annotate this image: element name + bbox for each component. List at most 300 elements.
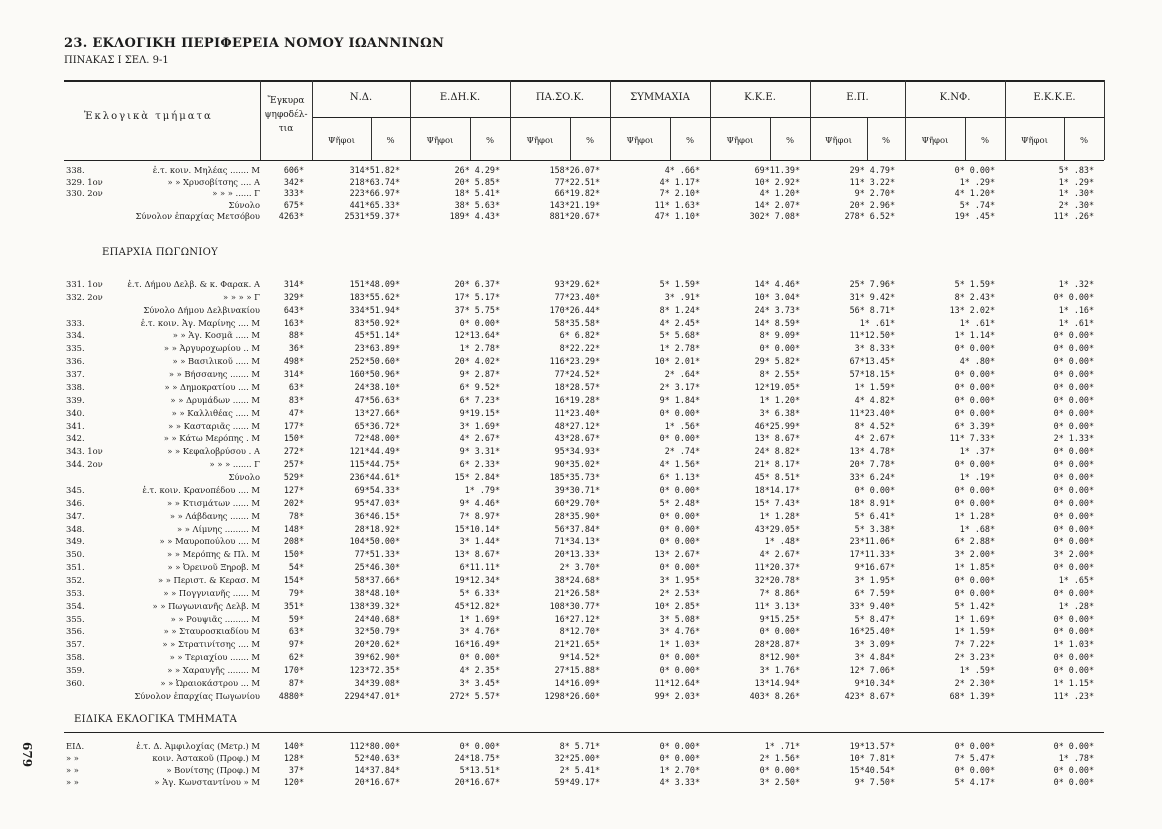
party-result-cell: 68* 1.39* — [949, 690, 995, 701]
party-result-cell: 1* 1.20* — [759, 394, 800, 405]
party-result-cell: 0* 0.00* — [1053, 472, 1094, 483]
party-result-cell: 39*30.71* — [554, 484, 600, 495]
section-name: Σύνολο — [228, 472, 260, 483]
party-result-cell: 1* 1.69* — [459, 613, 500, 624]
party-result-cell: 0* 0.00* — [659, 484, 700, 495]
party-result-cell: 3* 1.44* — [459, 536, 500, 547]
valid-votes-cell: 4880* — [278, 690, 304, 701]
party-result-cell: 170*26.44* — [549, 304, 600, 315]
party-result-cell: 21* 8.17* — [754, 459, 800, 470]
section-name: » » Ὠραιοκάστρου ... Μ — [160, 677, 260, 688]
party-result-cell: 13* 8.67* — [754, 433, 800, 444]
section-number: 342. — [66, 433, 85, 444]
valid-votes-cell: 36* — [288, 343, 304, 354]
party-result-cell: 24*38.10* — [354, 381, 400, 392]
party-result-cell: 5* 1.59* — [659, 279, 700, 289]
party-result-cell: 19* .45* — [954, 211, 995, 222]
valid-votes-cell: 351* — [283, 600, 304, 611]
party-result-cell: 8*22.22* — [559, 343, 600, 354]
party-header: Κ.ΝΦ. — [939, 92, 971, 103]
party-result-cell: 7* 8.86* — [759, 587, 800, 598]
party-result-cell: 2294*47.01* — [344, 690, 400, 701]
section-name: » Ἁγ. Κωνσταντίνου » Μ — [154, 777, 260, 787]
party-result-cell: 0* 0.00* — [459, 317, 500, 328]
section-number: » » — [66, 765, 79, 775]
valid-votes-cell: 329* — [283, 291, 304, 302]
table-subtitle: ΠΙΝΑΚΑΣ Ι ΣΕΛ. 9-1 — [64, 55, 169, 66]
party-result-cell: 0* 0.00* — [1053, 587, 1094, 598]
party-result-cell: 334*51.94* — [349, 304, 400, 315]
party-result-cell: 28*35.90* — [554, 510, 600, 521]
section-number: 340. — [66, 407, 85, 418]
party-result-cell: 18* 5.41* — [454, 188, 500, 199]
section-number: 352. — [66, 575, 85, 585]
column-header-sections: Ἐκλογικὰ τμήματα — [84, 111, 213, 122]
section-name: » » Καλλιθέας ..... Μ — [171, 407, 260, 418]
party-result-cell: 47*56.63* — [354, 394, 400, 405]
party-result-cell: 1* .79* — [464, 484, 500, 495]
percent-subheader: % — [881, 136, 891, 146]
party-result-cell: 57*18.15* — [849, 369, 895, 380]
party-result-cell: 1* 1.85* — [954, 562, 995, 573]
party-result-cell: 9* 4.46* — [459, 497, 500, 508]
party-result-cell: 28*28.87* — [754, 639, 800, 650]
section-name: » » Ὀρεινοῦ Ξηροβ. Μ — [167, 562, 260, 573]
table-row — [0, 561, 1162, 573]
section-name: » » Κτισμάτων ...... Μ — [167, 497, 260, 508]
section-number: 353. — [66, 587, 85, 598]
section-name: » » » » Γ — [223, 291, 260, 302]
section-name: » » Ἁγ. Κοσμᾶ ..... Μ — [172, 330, 260, 341]
party-result-cell: 77*51.33* — [354, 549, 400, 560]
party-result-cell: 21*21.65* — [554, 639, 600, 650]
party-result-cell: 1* 1.59* — [854, 381, 895, 392]
party-result-cell: 881*20.67* — [549, 211, 600, 222]
party-result-cell: 9* 7.50* — [854, 777, 895, 787]
party-result-cell: 5*13.51* — [459, 765, 500, 775]
party-result-cell: 28*18.92* — [354, 523, 400, 534]
section-number: 351. — [66, 562, 85, 573]
valid-votes-cell: 272* — [283, 446, 304, 457]
table-row — [0, 164, 1162, 176]
party-result-cell: 4* 1.20* — [954, 188, 995, 199]
valid-votes-cell: 59* — [288, 613, 304, 624]
section-name: » » Τεριαχίου ....... Μ — [169, 652, 260, 663]
section-name: » » Δρυμάδων ...... Μ — [170, 394, 260, 405]
party-result-cell: 0* 0.00* — [1053, 777, 1094, 787]
party-result-cell: 20*16.67* — [354, 777, 400, 787]
table-row — [0, 176, 1162, 188]
party-result-cell: 4* 1.17* — [659, 176, 700, 187]
party-result-cell: 6* 6.82* — [559, 330, 600, 341]
party-result-cell: 0* 0.00* — [1053, 446, 1094, 457]
party-result-cell: 3* 1.95* — [854, 575, 895, 585]
section-number: 360. — [66, 677, 85, 688]
party-result-cell: 2531*59.37* — [344, 211, 400, 222]
party-result-cell: 151*48.09* — [349, 279, 400, 289]
section-name: » » » ...... Γ — [212, 188, 260, 199]
party-result-cell: 1* .65* — [1058, 575, 1094, 585]
party-result-cell: 0* 0.00* — [954, 575, 995, 585]
party-result-cell: 43*29.05* — [754, 523, 800, 534]
party-result-cell: 19*12.34* — [454, 575, 500, 585]
percent-subheader: % — [386, 136, 395, 146]
table-row — [0, 752, 1162, 764]
party-result-cell: 0* 0.00* — [954, 765, 995, 775]
party-result-cell: 16*25.40* — [849, 626, 895, 637]
party-result-cell: 45*51.14* — [354, 330, 400, 341]
table-row — [0, 432, 1162, 444]
party-result-cell: 8* 2.55* — [759, 369, 800, 380]
party-result-cell: 5* .74* — [959, 199, 995, 210]
party-result-cell: 56*37.84* — [554, 523, 600, 534]
party-result-cell: 1* .61* — [959, 317, 995, 328]
party-result-cell: 0* 0.00* — [1053, 420, 1094, 431]
party-header: Ε.Π. — [846, 92, 869, 103]
party-result-cell: 9* 2.70* — [854, 188, 895, 199]
party-result-cell: 0* 0.00* — [1053, 459, 1094, 470]
table-row — [0, 625, 1162, 637]
party-result-cell: 5* 6.41* — [854, 510, 895, 521]
party-result-cell: 10* 2.85* — [654, 600, 700, 611]
party-result-cell: 39*62.90* — [354, 652, 400, 663]
valid-votes-cell: 128* — [283, 753, 304, 763]
party-result-cell: 24*40.68* — [354, 613, 400, 624]
party-result-cell: 314*51.82* — [349, 165, 400, 175]
party-result-cell: 115*44.75* — [349, 459, 400, 470]
party-result-cell: 20*20.62* — [354, 639, 400, 650]
party-result-cell: 8* 2.43* — [954, 291, 995, 302]
party-result-cell: 1298*26.60* — [544, 690, 600, 701]
party-result-cell: 0* 0.00* — [1053, 484, 1094, 495]
party-result-cell: 1* .19* — [959, 472, 995, 483]
section-name: ἐ.τ. κοιν. Μηλέας ....... Μ — [152, 165, 260, 175]
table-row — [0, 471, 1162, 483]
table-row — [0, 548, 1162, 560]
party-result-cell: 12* 7.06* — [849, 665, 895, 676]
percent-subheader: % — [1079, 136, 1089, 146]
party-result-cell: 1* 2.78* — [659, 343, 700, 354]
party-header: Ε.ΔΗ.Κ. — [439, 92, 481, 103]
votes-subheader: Ψῆφοι — [726, 136, 754, 146]
section-name: » » Βασιλικοῦ ..... Μ — [172, 356, 260, 367]
party-result-cell: 1* .61* — [859, 317, 895, 328]
valid-votes-cell: 63* — [288, 381, 304, 392]
party-result-cell: 8*12.70* — [559, 626, 600, 637]
table-row — [0, 613, 1162, 625]
party-result-cell: 1* 1.28* — [759, 510, 800, 521]
section-name: » » Σταυροσκιαδίου Μ — [163, 626, 260, 637]
valid-votes-cell: 88* — [288, 330, 304, 341]
party-result-cell: 32*25.00* — [554, 753, 600, 763]
party-result-cell: 9* 1.84* — [659, 394, 700, 405]
party-result-cell: 66*19.82* — [554, 188, 600, 199]
party-result-cell: 1* 2.78* — [459, 343, 500, 354]
valid-votes-cell: 498* — [283, 356, 304, 367]
section-number: 331. 1ον — [66, 279, 103, 289]
valid-votes-cell: 54* — [288, 562, 304, 573]
party-result-cell: 3* 8.33* — [854, 343, 895, 354]
table-row — [0, 484, 1162, 496]
table-row — [0, 600, 1162, 612]
party-result-cell: 77*23.40* — [554, 291, 600, 302]
party-result-cell: 278* 6.52* — [844, 211, 895, 222]
votes-subheader: Ψῆφοι — [1021, 136, 1048, 146]
party-header: ΣΥΜΜΑΧΙΑ — [630, 92, 690, 103]
party-result-cell: 47* 1.10* — [654, 211, 700, 222]
party-result-cell: 8* 5.71* — [559, 741, 600, 751]
party-result-cell: 13* 2.02* — [949, 304, 995, 315]
valid-votes-cell: 63* — [288, 626, 304, 637]
section-name: Σύνολο Δήμου Δελβινακίου — [143, 304, 260, 315]
party-result-cell: 121*44.49* — [349, 446, 400, 457]
party-result-cell: 0* 0.00* — [659, 433, 700, 444]
party-result-cell: 4* 2.67* — [854, 433, 895, 444]
party-result-cell: 0* 0.00* — [954, 741, 995, 751]
party-result-cell: 4* 2.67* — [759, 549, 800, 560]
party-result-cell: 1* 1.03* — [1053, 639, 1094, 650]
party-result-cell: 4* .66* — [664, 165, 700, 175]
valid-votes-cell: 333* — [283, 188, 304, 199]
party-result-cell: 5* 3.38* — [854, 523, 895, 534]
votes-subheader: Ψῆφοι — [921, 136, 949, 146]
party-result-cell: 13* 4.78* — [849, 446, 895, 457]
party-result-cell: 45*12.82* — [454, 600, 500, 611]
party-result-cell: 11* 7.33* — [949, 433, 995, 444]
party-result-cell: 14*16.09* — [554, 677, 600, 688]
party-result-cell: 1* 1.15* — [1053, 677, 1094, 688]
party-result-cell: 69*11.39* — [754, 165, 800, 175]
party-result-cell: 8* 9.09* — [759, 330, 800, 341]
table-row — [0, 677, 1162, 689]
party-result-cell: 0* 0.00* — [659, 562, 700, 573]
section-name: » » Κάτω Μερόπης . Μ — [163, 433, 260, 444]
valid-votes-cell: 529* — [283, 472, 304, 483]
party-result-cell: 3* 2.50* — [759, 777, 800, 787]
party-result-cell: 0* 0.00* — [854, 484, 895, 495]
party-result-cell: 3* 2.00* — [1053, 549, 1094, 560]
party-result-cell: 6* 7.23* — [459, 394, 500, 405]
valid-votes-cell: 606* — [283, 165, 304, 175]
table-row — [0, 523, 1162, 535]
party-result-cell: 5* 4.17* — [954, 777, 995, 787]
party-result-cell: 0* 0.00* — [659, 510, 700, 521]
party-result-cell: 1* .32* — [1058, 279, 1094, 289]
party-result-cell: 0* 0.00* — [1053, 381, 1094, 392]
party-result-cell: 0* 0.00* — [1053, 407, 1094, 418]
section-name: ἐ.τ. Δ. Ἀμφιλοχίας (Μετρ.) Μ — [136, 741, 260, 751]
party-result-cell: 21*26.58* — [554, 587, 600, 598]
section-number: 359. — [66, 665, 85, 676]
party-result-cell: 9*16.67* — [854, 562, 895, 573]
party-result-cell: 236*44.61* — [349, 472, 400, 483]
party-result-cell: 23*63.89* — [354, 343, 400, 354]
valid-votes-cell: 140* — [283, 741, 304, 751]
party-result-cell: 0* 0.00* — [1053, 613, 1094, 624]
valid-votes-cell: 154* — [283, 575, 304, 585]
votes-subheader: Ψῆφοι — [328, 136, 355, 146]
party-result-cell: 20* 6.37* — [454, 279, 500, 289]
section-number: 344. 2ον — [66, 459, 103, 470]
table-row — [0, 329, 1162, 341]
party-result-cell: 0* 0.00* — [1053, 510, 1094, 521]
party-result-cell: 0* 0.00* — [954, 484, 995, 495]
valid-votes-cell: 148* — [283, 523, 304, 534]
party-result-cell: 72*48.00* — [354, 433, 400, 444]
party-result-cell: 24* 3.73* — [754, 304, 800, 315]
section-name: » » Μερόπης & Πλ. Μ — [167, 549, 260, 560]
party-result-cell: 11*12.50* — [849, 330, 895, 341]
section-name: » » Πογγνιανῆς ...... Μ — [163, 587, 260, 598]
party-result-cell: 185*35.73* — [549, 472, 600, 483]
party-result-cell: 1* 2.70* — [659, 765, 700, 775]
party-result-cell: 18* 8.91* — [849, 497, 895, 508]
table-row — [0, 407, 1162, 419]
section-number: 329. 1ον — [66, 176, 103, 187]
party-result-cell: 23*11.06* — [849, 536, 895, 547]
party-result-cell: 56* 8.71* — [849, 304, 895, 315]
party-result-cell: 13* 8.67* — [454, 549, 500, 560]
table-row — [0, 420, 1162, 432]
party-result-cell: 11*23.40* — [849, 407, 895, 418]
party-result-cell: 83*50.92* — [354, 317, 400, 328]
section-number: 356. — [66, 626, 85, 637]
party-result-cell: 6* 1.13* — [659, 472, 700, 483]
party-result-cell: 138*39.32* — [349, 600, 400, 611]
percent-subheader: % — [485, 136, 495, 146]
section-name: » » Βήσσανης ....... Μ — [168, 369, 260, 380]
party-result-cell: 2* .30* — [1058, 199, 1094, 210]
party-result-cell: 10* 2.92* — [754, 176, 800, 187]
party-result-cell: 0* 0.00* — [1053, 523, 1094, 534]
party-result-cell: 11* .26* — [1053, 211, 1094, 222]
party-result-cell: 20* 4.02* — [454, 356, 500, 367]
valid-votes-cell: 177* — [283, 420, 304, 431]
section-number: 355. — [66, 613, 85, 624]
party-result-cell: 67*13.45* — [849, 356, 895, 367]
table-row — [0, 394, 1162, 406]
party-result-cell: 3* 1.76* — [759, 665, 800, 676]
party-result-cell: 15* 7.43* — [754, 497, 800, 508]
valid-votes-cell: 62* — [288, 652, 304, 663]
table-row — [0, 776, 1162, 788]
party-result-cell: 3* 4.76* — [659, 626, 700, 637]
party-result-cell: 1* .37* — [959, 446, 995, 457]
party-result-cell: 11*23.40* — [554, 407, 600, 418]
section-number: 358. — [66, 652, 85, 663]
section-number: 343. 1ον — [66, 446, 103, 457]
party-result-cell: 93*29.62* — [554, 279, 600, 289]
party-result-cell: 0* 0.00* — [1053, 765, 1094, 775]
section-name: » » Ἀργυροχωρίου .. Μ — [163, 343, 260, 354]
party-result-cell: 9*10.34* — [854, 677, 895, 688]
valid-votes-cell: 163* — [283, 317, 304, 328]
party-result-cell: 8* 1.24* — [659, 304, 700, 315]
section-number: 346. — [66, 497, 85, 508]
party-result-cell: 16*27.12* — [554, 613, 600, 624]
party-result-cell: 14*37.84* — [354, 765, 400, 775]
party-result-cell: 33* 6.24* — [849, 472, 895, 483]
party-result-cell: 1* .56* — [664, 420, 700, 431]
party-result-cell: 1* 1.14* — [954, 330, 995, 341]
party-result-cell: 1* .30* — [1058, 188, 1094, 199]
party-result-cell: 90*35.02* — [554, 459, 600, 470]
party-result-cell: 0* 0.00* — [954, 343, 995, 354]
party-result-cell: 52*40.63* — [354, 753, 400, 763]
party-result-cell: 4* 1.56* — [659, 459, 700, 470]
table-row — [0, 187, 1162, 199]
party-result-cell: 13*14.94* — [754, 677, 800, 688]
table-row — [0, 638, 1162, 650]
table-row — [0, 574, 1162, 586]
party-result-cell: 58*37.66* — [354, 575, 400, 585]
party-result-cell: 29* 4.79* — [849, 165, 895, 175]
party-result-cell: 403* 8.26* — [749, 690, 800, 701]
party-result-cell: 0* 0.00* — [954, 369, 995, 380]
party-result-cell: 34*39.08* — [354, 677, 400, 688]
party-result-cell: 95*34.93* — [554, 446, 600, 457]
section-name: » » Χαραυγῆς ........ Μ — [167, 665, 260, 676]
party-result-cell: 12*13.64* — [454, 330, 500, 341]
party-result-cell: 14* 8.59* — [754, 317, 800, 328]
party-result-cell: 9* 2.87* — [459, 369, 500, 380]
party-result-cell: 10* 2.01* — [654, 356, 700, 367]
valid-votes-cell: 314* — [283, 279, 304, 289]
party-result-cell: 6* 2.33* — [459, 459, 500, 470]
party-header: ΠΑ.ΣΟ.Κ. — [535, 92, 585, 103]
party-result-cell: 38*24.68* — [554, 575, 600, 585]
party-result-cell: 77*22.51* — [554, 176, 600, 187]
party-result-cell: 3* 2.00* — [954, 549, 995, 560]
party-result-cell: 32*50.79* — [354, 626, 400, 637]
party-result-cell: 1* 1.69* — [954, 613, 995, 624]
section-number: 357. — [66, 639, 85, 650]
party-result-cell: 3* 3.45* — [459, 677, 500, 688]
section-number: 335. — [66, 343, 85, 354]
section-number: 334. — [66, 330, 85, 341]
party-result-cell: 160*50.96* — [349, 369, 400, 380]
party-result-cell: 1* .28* — [1058, 600, 1094, 611]
party-result-cell: 0* 0.00* — [954, 459, 995, 470]
party-result-cell: 1* .71* — [764, 741, 800, 751]
valid-votes-cell: 79* — [288, 587, 304, 598]
party-result-cell: 20*13.33* — [554, 549, 600, 560]
party-result-cell: 69*54.33* — [354, 484, 400, 495]
party-result-cell: 2* 1.33* — [1053, 433, 1094, 444]
party-result-cell: 24*18.75* — [454, 753, 500, 763]
section-name: » » Ρουψιᾶς ......... Μ — [170, 613, 260, 624]
party-result-cell: 4* 1.20* — [759, 188, 800, 199]
party-result-cell: 5* 6.33* — [459, 587, 500, 598]
table-row — [0, 651, 1162, 663]
section-number: 349. — [66, 536, 85, 547]
party-result-cell: 0* 0.00* — [659, 652, 700, 663]
party-result-cell: 26* 4.29* — [454, 165, 500, 175]
party-result-cell: 1* .29* — [959, 176, 995, 187]
party-result-cell: 3* 5.08* — [659, 613, 700, 624]
table-row — [0, 199, 1162, 211]
party-result-cell: 77*24.52* — [554, 369, 600, 380]
section-name: ἐ.τ. Δήμου Δελβ. & κ. Φαρακ. Α — [127, 279, 260, 289]
party-result-cell: 1* 1.03* — [659, 639, 700, 650]
party-result-cell: 1* 1.28* — [954, 510, 995, 521]
party-result-cell: 11* 3.13* — [754, 600, 800, 611]
party-result-cell: 0* 0.00* — [1053, 394, 1094, 405]
party-result-cell: 15*40.54* — [849, 765, 895, 775]
party-result-cell: 6* 9.52* — [459, 381, 500, 392]
party-result-cell: 6* 7.59* — [854, 587, 895, 598]
party-result-cell: 13*27.66* — [354, 407, 400, 418]
